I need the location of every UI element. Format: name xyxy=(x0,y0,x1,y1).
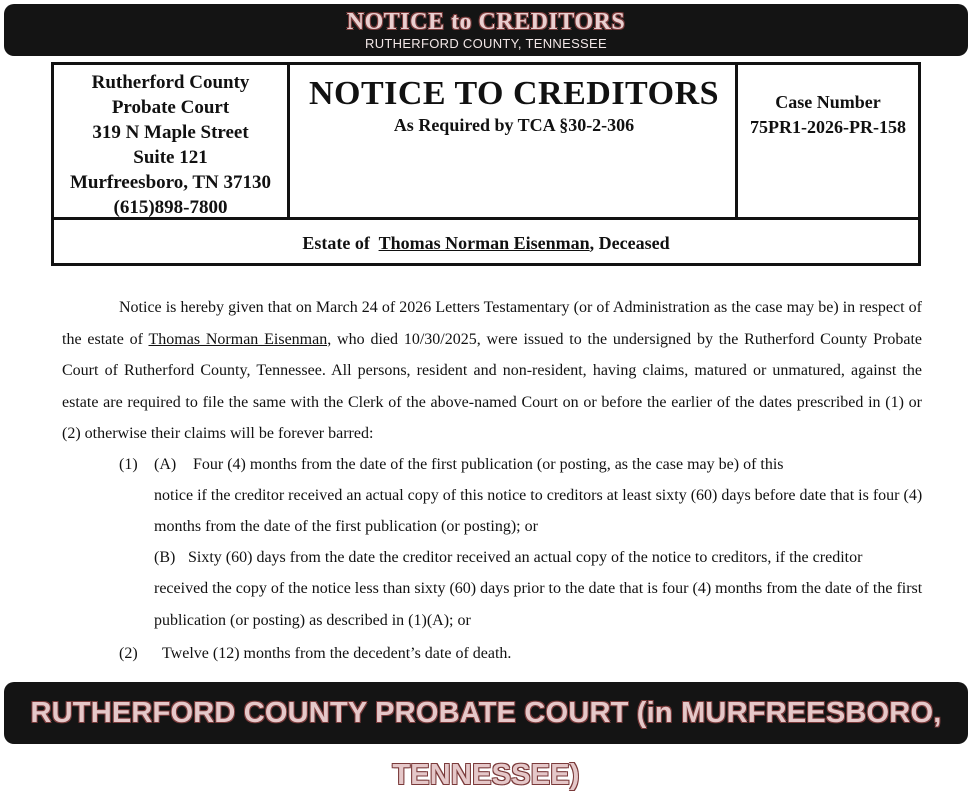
item-1a-line: months from the date of the first publication (or posting); or xyxy=(154,518,538,535)
bottom-banner xyxy=(4,682,968,791)
item-1a-line: Four (4) months from the date of the first publication (or posting, as the case may be) of this xyxy=(193,456,784,473)
item-1-number: (1) xyxy=(119,456,138,473)
item-1a-line: notice if the creditor received an actual copy of this notice to creditors at least sixty (60) days before date that is four (4) xyxy=(154,487,923,504)
court-line: (615)898-7800 xyxy=(113,197,228,218)
estate-name: Thomas Norman Eisenman xyxy=(378,233,590,253)
case-number-block xyxy=(735,65,918,217)
bottom-banner-text: RUTHERFORD COUNTY PROBATE COURT (in MURFREESBORO, TENNESSEE) xyxy=(30,697,942,791)
banner-subtitle: RUTHERFORD COUNTY, TENNESSEE xyxy=(365,36,607,51)
item-1b-label: (B) xyxy=(154,549,176,566)
court-line: Rutherford County xyxy=(91,72,250,93)
notice-paragraph xyxy=(62,292,922,450)
paragraph-text: Notice is hereby given that on March 24 of 2026 Letters Testamentary (or of Administration as the case may be) in respect of the estate of xyxy=(62,299,922,348)
notice-statute: As Required by TCA §30-2-306 xyxy=(393,115,635,135)
item-2-number: (2) xyxy=(119,645,138,662)
notice-title-block xyxy=(293,65,735,217)
item-2-text: Twelve (12) months from the decedent’s date of death. xyxy=(162,645,512,662)
court-line: Probate Court xyxy=(111,97,230,118)
estate-row xyxy=(54,217,918,266)
banner-title: NOTICE to CREDITORS xyxy=(346,9,626,35)
notice-title: NOTICE TO CREDITORS xyxy=(308,75,720,112)
estate-suffix: , Deceased xyxy=(589,233,670,253)
notice-body xyxy=(62,292,922,450)
court-line: 319 N Maple Street xyxy=(92,122,249,143)
notice-header-table xyxy=(51,62,921,266)
item-1a-label: (A) xyxy=(154,456,177,473)
top-banner xyxy=(4,4,968,56)
court-address-block xyxy=(54,65,290,217)
court-line: Suite 121 xyxy=(133,147,208,168)
paragraph-text: who died 10/30/2025, were issued to the undersigned by the Rutherford County Probate Court of Rutherford County, Tennessee. All persons, resident and non-resident, having claims, matured or unmatured, against the estate are required to file the same with the Clerk of the above-named Court on or before the earlier of the dates prescribed in (1) or (2) otherwise their claims will be forever barred: xyxy=(62,330,923,442)
case-number-value: 75PR1-2026-PR-158 xyxy=(750,117,906,137)
decedent-name: Thomas Norman Eisenman, xyxy=(148,330,332,348)
estate-prefix: Estate of xyxy=(302,233,370,253)
item-1b-line: publication (or posting) as described in (1)(A); or xyxy=(154,612,471,629)
court-line: Murfreesboro, TN 37130 xyxy=(69,172,272,193)
item-1b-line: Sixty (60) days from the date the creditor received an actual copy of the notice to creditors, if the creditor xyxy=(188,549,863,566)
case-number-label: Case Number xyxy=(775,92,881,112)
item-1b-line: received the copy of the notice less than sixty (60) days prior to the date that is four (4) months from the date of the first xyxy=(154,580,923,597)
